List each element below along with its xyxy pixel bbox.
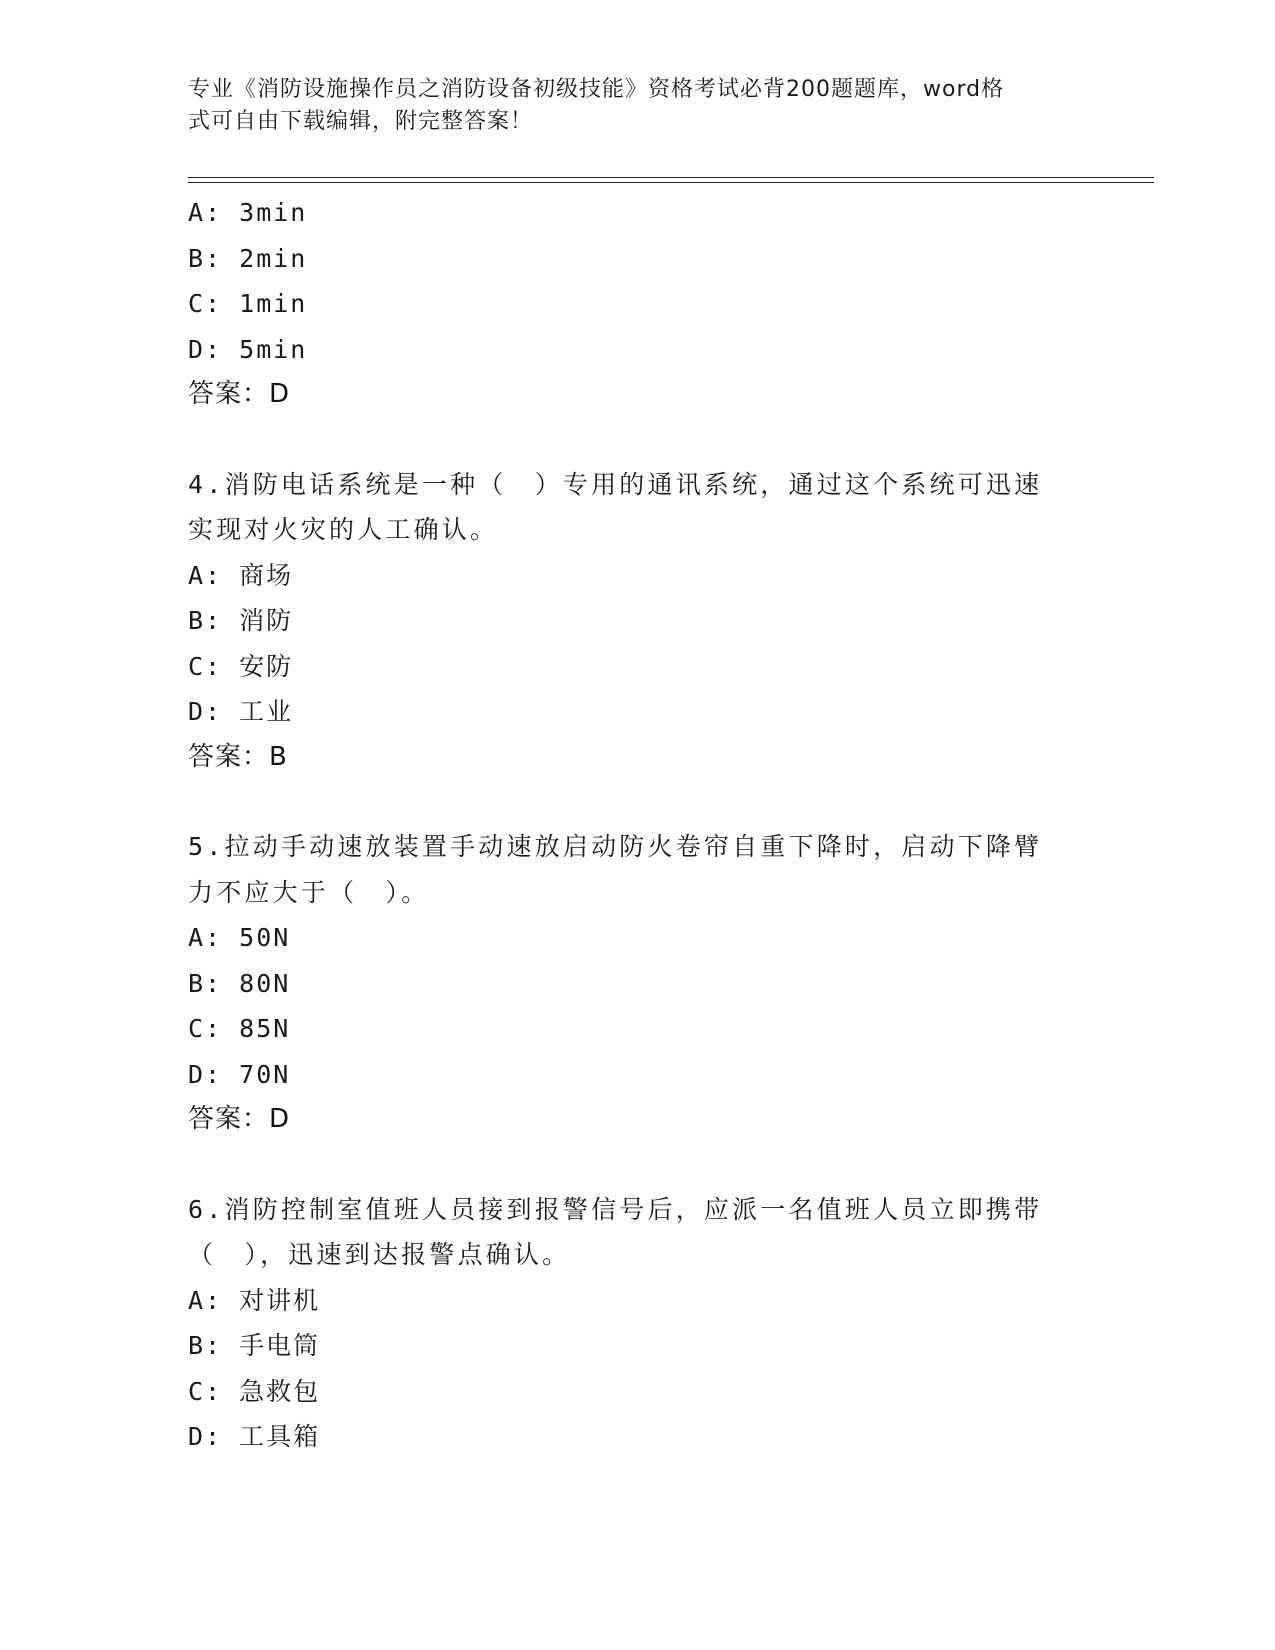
question-text-line-2: 力不应大于（ ）。: [188, 877, 430, 907]
spacer: [188, 1143, 1088, 1187]
option-c: C: 急救包: [188, 1376, 321, 1406]
question-3: [188, 190, 1088, 418]
option-b: B: 手电筒: [188, 1331, 321, 1360]
spacer: [188, 780, 1088, 824]
question-text-line-2: （ ），迅速到达报警点确认。: [188, 1240, 571, 1269]
option-a: A: 对讲机: [188, 1285, 321, 1315]
option-b: B: 80N: [188, 968, 291, 998]
option-b: B: 消防: [188, 606, 294, 635]
question-5: [188, 824, 1088, 1143]
answer: 答案：D: [188, 379, 291, 409]
question-text-line-1: 6.消防控制室值班人员接到报警信号后，应派一名值班人员立即携带: [188, 1194, 1043, 1224]
header-line-2: 式可自由下载编辑，附完整答案！: [188, 109, 534, 134]
option-a: A: 3min: [188, 198, 308, 227]
answer: 答案：B: [188, 741, 288, 772]
header-line-1: 专业《消防设施操作员之消防设备初级技能》资格考试必背200题题库，word格: [188, 77, 1005, 102]
question-list: [188, 190, 1088, 1460]
question-4: [188, 462, 1088, 781]
option-c: C: 安防: [188, 651, 294, 681]
option-c: C: 85N: [188, 1014, 291, 1043]
answer: 答案：D: [188, 1104, 291, 1134]
option-a: A: 商场: [188, 560, 294, 590]
option-d: D: 工业: [188, 697, 294, 726]
header-rule-bottom: [188, 182, 1154, 183]
header-rule-top: [188, 177, 1154, 178]
spacer: [188, 418, 1088, 462]
question-text-line-1: 4.消防电话系统是一种（ ）专用的通讯系统，通过这个系统可迅速: [188, 469, 1043, 499]
question-6: [188, 1187, 1088, 1460]
option-a: A: 50N: [188, 923, 291, 952]
option-d: D: 70N: [188, 1059, 291, 1089]
question-text-line-1: 5.拉动手动速放装置手动速放启动防火卷帘自重下降时，启动下降臂: [188, 832, 1043, 861]
option-c: C: 1min: [188, 289, 308, 318]
option-b: B: 2min: [188, 243, 308, 273]
question-text-line-2: 实现对火灾的人工确认。: [188, 515, 499, 544]
option-d: D: 工具箱: [188, 1422, 321, 1451]
document-header: [188, 74, 1068, 138]
option-d: D: 5min: [188, 334, 308, 364]
